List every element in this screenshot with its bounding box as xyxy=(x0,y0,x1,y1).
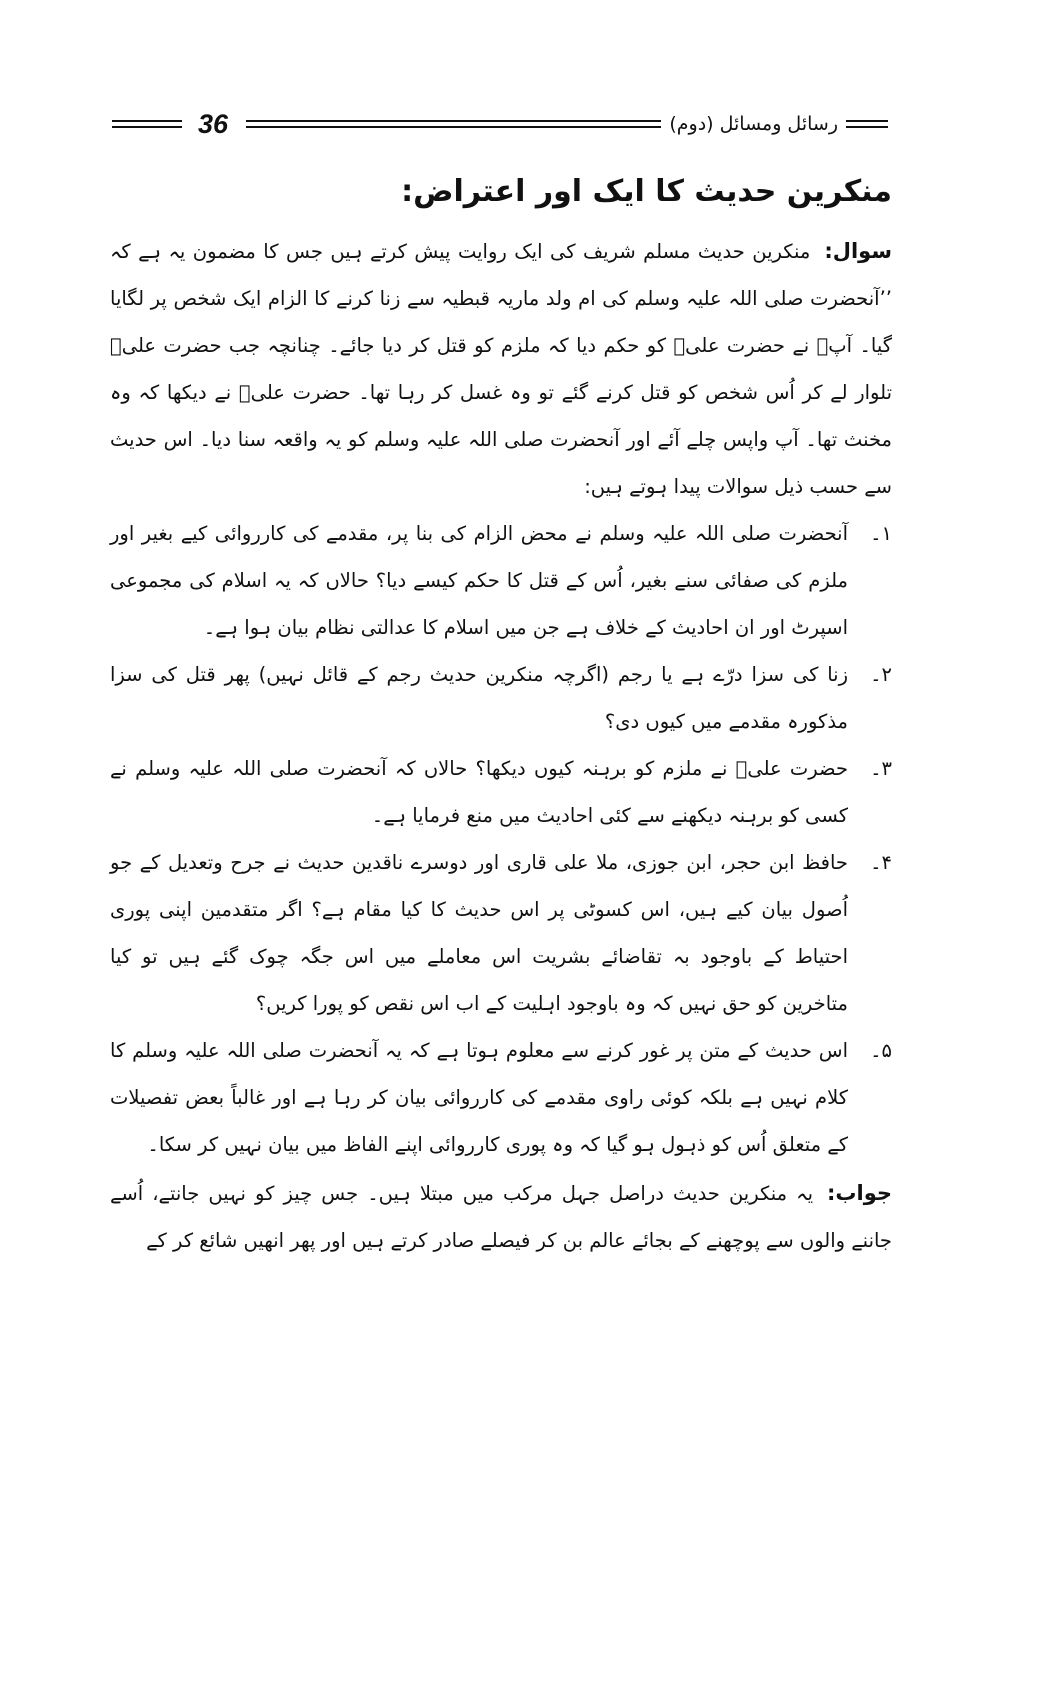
list-item xyxy=(110,651,892,745)
question-list xyxy=(110,510,892,1168)
header-rule-middle xyxy=(246,120,661,128)
list-item xyxy=(110,839,892,1027)
page-number: 36 xyxy=(198,108,229,139)
question-label: سوال: xyxy=(824,239,892,263)
list-item-number: ۲۔ xyxy=(870,663,892,686)
list-item-text: زنا کی سزا درّے ہے یا رجم (اگرچہ منکرین حدیث رجم کے قائل نہیں) پھر قتل کی سزا مذکورہ مقدمے میں کیوں دی؟ xyxy=(110,663,848,733)
list-item-text: اس حدیث کے متن پر غور کرنے سے معلوم ہوتا ہے کہ یہ آنحضرت صلی اللہ علیہ وسلم کا کلام نہیں ہے بلکہ کوئی راوی مقدمے کی کارروائی بیان کر رہا ہے اور غالباً بعض تفصیلات کے متعلق اُس کو ذہول ہو گیا کہ وہ پوری کارروائی اپنے الفاظ میں بیان نہیں کر سکا۔ xyxy=(110,1039,848,1156)
list-item-text: حافظ ابن حجر، ابن جوزی، ملا علی قاری اور دوسرے ناقدین حدیث نے جرح وتعدیل کے جو اُصول بیان کیے ہیں، اس کسوٹی پر اس حدیث کا کیا مقام ہے؟ اگر متقدمین اپنی پوری احتیاط کے باوجود بہ تقاضائے بشریت اس معاملے میں اس جگہ چوک گئے ہیں تو کیا متاخرین کو حق نہیں کہ وہ باوجود اہلیت کے اب اس نقص کو پورا کریں؟ xyxy=(110,851,848,1015)
header-rule-left xyxy=(112,120,182,128)
answer-text: یہ منکرین حدیث دراصل جہل مرکب میں مبتلا ہیں۔ جس چیز کو نہیں جانتے، اُسے جاننے والوں سے پوچھنے کے بجائے عالم بن کر فیصلے صادر کرتے ہیں اور پھر انھیں شائع کر کے xyxy=(110,1182,892,1252)
page-header xyxy=(112,106,888,142)
page-body xyxy=(110,170,892,1264)
list-item-number: ۳۔ xyxy=(870,757,892,780)
question-paragraph xyxy=(110,228,892,510)
section-heading: منکرین حدیث کا ایک اور اعتراض: xyxy=(401,174,892,209)
answer-paragraph xyxy=(110,1170,892,1264)
header-rule-right xyxy=(846,120,888,128)
list-item-number: ۵۔ xyxy=(870,1039,892,1062)
list-item-text: آنحضرت صلی اللہ علیہ وسلم نے محض الزام کی بنا پر، مقدمے کی کارروائی کیے بغیر اور ملزم کی صفائی سنے بغیر، اُس کے قتل کا حکم کیسے دیا؟ حالاں کہ یہ اسلام کی مجموعی اسپرٹ اور ان احادیث کے خلاف ہے جن میں اسلام کا عدالتی نظام بیان ہوا ہے۔ xyxy=(110,522,848,639)
list-item xyxy=(110,745,892,839)
question-text: منکرین حدیث مسلم شریف کی ایک روایت پیش کرتے ہیں جس کا مضمون یہ ہے کہ ’’آنحضرت صلی اللہ علیہ وسلم کی ام ولد ماریہ قبطیہ سے زنا کرنے کا الزام ایک شخص پر لگایا گیا۔ آپؐ نے حضرت علیؓ کو حکم دیا کہ ملزم کو قتل کر دیا جائے۔ چنانچہ جب حضرت علیؓ تلوار لے کر اُس شخص کو قتل کرنے گئے تو وہ غسل کر رہا تھا۔ حضرت علیؓ نے دیکھا کہ وہ مخنث تھا۔ آپ واپس چلے آئے اور آنحضرت صلی اللہ علیہ وسلم کو یہ واقعہ سنا دیا۔ اس حدیث سے حسب ذیل سوالات پیدا ہوتے ہیں: xyxy=(110,240,892,498)
answer-label: جواب: xyxy=(827,1181,892,1205)
list-item-number: ۱۔ xyxy=(870,522,892,545)
list-item xyxy=(110,1027,892,1168)
running-title: رسائل ومسائل (دوم) xyxy=(669,113,838,135)
list-item xyxy=(110,510,892,651)
list-item-number: ۴۔ xyxy=(870,851,892,874)
list-item-text: حضرت علیؓ نے ملزم کو برہنہ کیوں دیکھا؟ حالاں کہ آنحضرت صلی اللہ علیہ وسلم نے کسی کو برہنہ دیکھنے سے کئی احادیث میں منع فرمایا ہے۔ xyxy=(110,757,848,827)
